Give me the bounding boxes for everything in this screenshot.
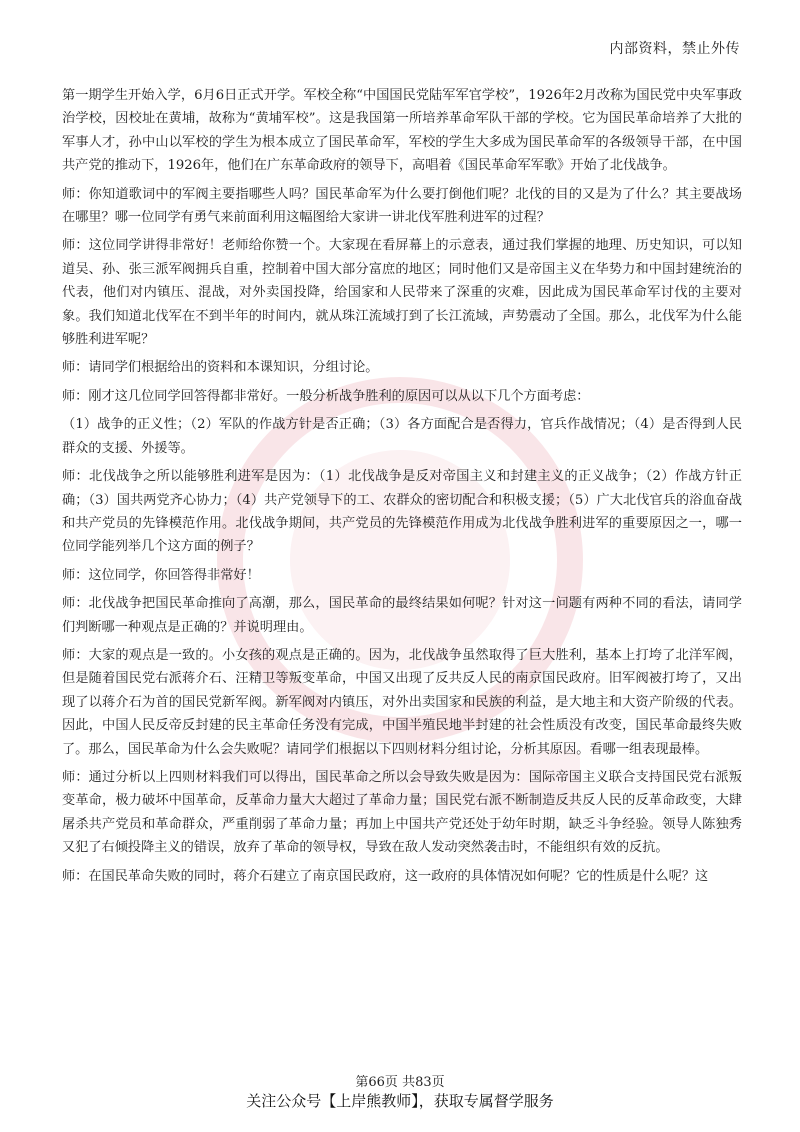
- confidential-note: 内部资料，禁止外传: [609, 41, 740, 57]
- paragraph: 第一期学生开始入学，6月6日正式开学。军校全称“中国国民党陆军军官学校”，1926年2月改称为国民党中央军事政治学校，因校址在黄埔，故称为“黄埔军校”。这是我国第一所培养革命军队干部的学校。它为国民革命培养了大批的军事人才，孙中山以军校的学生为根本成立了国民革命军，军校的学生大多成为国民革命军的各级领导干部，在中国共产党的推动下，1926年，他们在广东革命政府的领导下，高唱着《国民革命军军歌》开始了北伐战争。: [62, 88, 742, 174]
- paragraph: 师：这位同学，你回答得非常好！: [62, 567, 260, 583]
- paragraph: 师：北伐战争之所以能够胜利进军是因为：（1）北伐战争是反对帝国主义和封建主义的正义战争；（2）作战方针正确；（3）国共两党齐心协力；（4）共产党领导下的工、农群众的密切配合和积极支援；（5）广大北伐官兵的浴血奋战和共产党员的先锋模范作用。北伐战争期间，共产党员的先锋模范作用成为北伐战争胜利进军的重要原因之一，哪一位同学能列举几个这方面的例子？: [62, 469, 742, 555]
- paragraph: 师：大家的观点是一致的。小女孩的观点是正确的。因为，北伐战争虽然取得了巨大胜利，基本上打垮了北洋军阀，但是随着国民党右派蒋介石、汪精卫等叛变革命，中国又出现了反共反人民的南京国民政府。旧军阀被打垮了，又出现了以蒋介石为首的国民党新军阀。新军阀对内镇压，对外出卖国家和民族的利益，是大地主和大资产阶级的代表。因此，中国人民反帝反封建的民主革命任务没有完成，中国半殖民地半封建的社会性质没有改变，国民革命最终失败了。那么，国民革命为什么会失败呢？请同学们根据以下四则材料分组讨论，分析其原因。看哪一组表现最棒。: [62, 647, 742, 757]
- paragraph: （1）战争的正义性；（2）军队的作战方针是否正确；（3）各方面配合是否得力，官兵作战情况；（4）是否得到人民群众的支援、外援等。: [62, 417, 742, 456]
- paragraph: 师：在国民革命失败的同时，蒋介石建立了南京国民政府，这一政府的具体情况如何呢？它的性质是什么呢？这: [62, 868, 709, 884]
- paragraph: 师：刚才这几位同学回答得都非常好。一般分析战争胜利的原因可以从以下几个方面考虑：: [62, 388, 590, 404]
- footer-promo: 关注公众号【上岸熊教师】，获取专属督学服务: [246, 1092, 554, 1110]
- document-body: [62, 84, 742, 893]
- paragraph: 师：这位同学讲得非常好！老师给你赞一个。大家现在看屏幕上的示意表，通过我们掌握的地理、历史知识，可以知道吴、孙、张三派军阀拥兵自重，控制着中国大部分富庶的地区；同时他们又是帝国主义在华势力和中国封建统治的代表，他们对内镇压、混战，对外卖国投降，给国家和人民带来了深重的灾难，因此成为国民革命军讨伐的主要对象。我们知道北伐军在不到半年的时间内，就从珠江流域打到了长江流域，声势震动了全国。那么，北伐军为什么能够胜利进军呢？: [62, 238, 742, 348]
- paragraph: 师：通过分析以上四则材料我们可以得出，国民革命之所以会导致失败是因为：国际帝国主义联合支持国民党右派叛变革命，极力破坏中国革命，反革命力量大大超过了革命力量；国民党右派不断制造反共反人民的反革命政变，大肆屠杀共产党员和革命群众，严重削弱了革命力量；再加上中国共产党还处于幼年时期，缺乏斗争经验。领导人陈独秀又犯了右倾投降主义的错误，放弃了革命的领导权，导致在敌人发动突然袭击时，不能组织有效的反抗。: [62, 769, 742, 856]
- page-number: 第66页 共83页: [355, 1075, 445, 1090]
- paragraph: 师：你知道歌词中的军阀主要指哪些人吗？国民革命军为什么要打倒他们呢？北伐的目的又是为了什么？其主要战场在哪里？哪一位同学有勇气来前面利用这幅图给大家讲一讲北伐军胜利进军的过程？: [62, 186, 742, 226]
- paragraph: 师：北伐战争把国民革命推向了高潮，那么，国民革命的最终结果如何呢？针对这一问题有两种不同的看法，请同学们判断哪一种观点是正确的？并说明理由。: [62, 596, 742, 635]
- paragraph: 师：请同学们根据给出的资料和本课知识，分组讨论。: [62, 360, 379, 376]
